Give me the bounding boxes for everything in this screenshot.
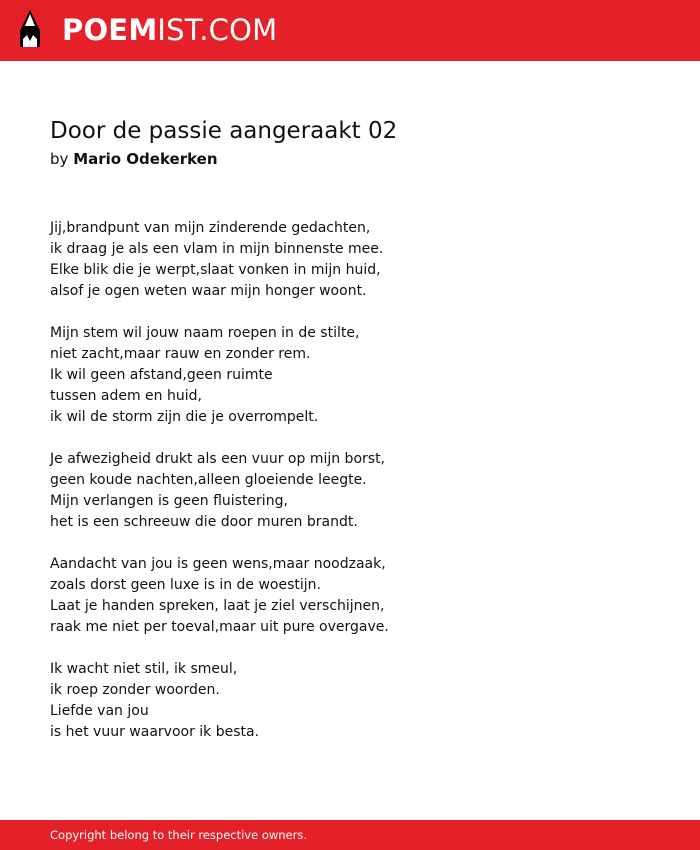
poem-line: niet zacht,maar rauw en zonder rem. (50, 346, 311, 362)
poem-line: Elke blik die je werpt,slaat vonken in mijn huid, (50, 262, 381, 278)
poem-line: ik roep zonder woorden. (50, 682, 220, 698)
poem-line: Jij,brandpunt van mijn zinderende gedachten, (50, 220, 371, 236)
poem-line: Mijn stem wil jouw naam roepen in de stilte, (50, 325, 360, 341)
poem-line: zoals dorst geen luxe is in de woestijn. (50, 577, 321, 593)
stanza (50, 449, 670, 533)
stanza (50, 554, 670, 638)
poem-line: raak me niet per toeval,maar uit pure overgave. (50, 619, 389, 635)
stanza (50, 659, 670, 743)
poem-line: ik wil de storm zijn die je overrompelt. (50, 409, 319, 425)
stanza (50, 218, 670, 302)
brand-light: IST.COM (157, 13, 278, 47)
poem-line: Je afwezigheid drukt als een vuur op mijn borst, (50, 451, 386, 467)
poem-line: ik draag je als een vlam in mijn binnenste mee. (50, 241, 384, 257)
stanza (50, 323, 670, 428)
author-name[interactable]: Mario Odekerken (73, 150, 218, 168)
site-logo-text[interactable] (62, 10, 277, 50)
by-label: by (50, 150, 69, 168)
poem-line: het is een schreeuw die door muren brandt. (50, 514, 358, 530)
site-footer (0, 820, 700, 850)
poem-line: geen koude nachten,alleen gloeiende leegte. (50, 472, 367, 488)
poem-line: Ik wil geen afstand,geen ruimte (50, 367, 273, 383)
poem-line: alsof je ogen weten waar mijn honger woont. (50, 283, 367, 299)
pencil-tip-icon[interactable] (18, 9, 42, 51)
poem-body (50, 218, 670, 764)
poem-line: is het vuur waarvoor ik besta. (50, 724, 260, 740)
poem-title: Door de passie aangeraakt 02 (50, 118, 398, 144)
poem-line: Mijn verlangen is geen fluistering, (50, 493, 288, 509)
byline (50, 149, 218, 169)
poem-line: Liefde van jou (50, 703, 149, 719)
poem-line: Aandacht van jou is geen wens,maar noodzaak, (50, 556, 386, 572)
site-header (0, 0, 700, 61)
poem-line: tussen adem en huid, (50, 388, 202, 404)
poem-line: Ik wacht niet stil, ik smeul, (50, 661, 238, 677)
copyright-text: Copyright belong to their respective owners. (50, 828, 308, 842)
brand-bold: POEM (62, 13, 158, 47)
poem-line: Laat je handen spreken, laat je ziel verschijnen, (50, 598, 385, 614)
